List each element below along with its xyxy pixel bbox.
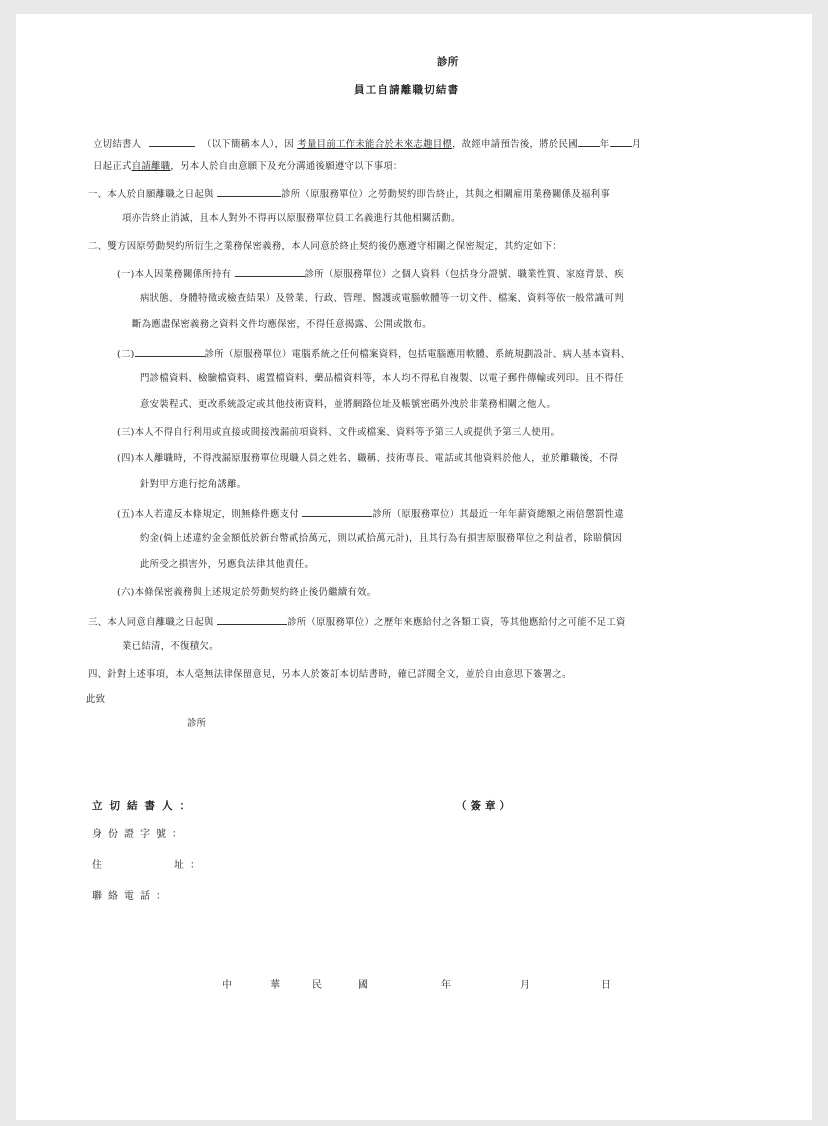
clause-1-line-1: 一、本人於自願離職之日起與 診所（原服務單位）之勞動契約即告終止，其與之相關雇用業務關係及福利事 (88, 189, 611, 200)
clause-3-line-1: 三、本人同意自離職之日起與 診所（原服務單位）之歷年來應給付之各類工資，等其他應給付之可能不足工資 (88, 617, 626, 628)
date-zhong: 中 (222, 980, 233, 991)
clause-3-line-2: 業已結清，不復積欠。 (122, 641, 219, 652)
clinic-name-blank (217, 615, 287, 625)
clause-2-5-line-3: 此所受之損害外，另應負法律其他責任。 (140, 559, 315, 570)
clinic-name-blank (235, 267, 305, 277)
clause-2-1-line-1: (一)本人因業務關係所持有 診所（原服務單位）之個人資料（包括身分證號、職業性質、家庭背景、疾 (117, 269, 624, 280)
date-hua: 華 (270, 980, 281, 991)
date-year: 年 (441, 980, 452, 991)
clause-2-1-line-3: 斷為應盡保密義務之資料文件均應保密，不得任意揭露、公開或散布。 (132, 319, 432, 330)
clause-4: 四、針對上述事項，本人毫無法律保留意見，另本人於簽訂本切結書時，確已詳閱全文，並於自由意思下簽署之。 (88, 669, 572, 680)
clause-2-4-line-2: 針對甲方進行挖角誘離。 (140, 479, 247, 490)
document-page (16, 14, 812, 1120)
clinic-name-blank (217, 187, 281, 197)
address-label-b: 址： (174, 860, 206, 871)
clause-1-line-2: 項亦告終止消滅，且本人對外不得再以原服務單位員工名義進行其他相關活動。 (122, 213, 461, 224)
signer-name-blank (149, 137, 195, 147)
document-title: 員工自請離職切結書 (354, 84, 460, 96)
clause-2-heading: 二、雙方因原勞動契約所衍生之業務保密義務，本人同意於終止契約後仍應遵守相關之保密規定，其約定如下： (88, 241, 563, 252)
intro-line-1: 立切結書人 （以下簡稱本人），因 考量目前工作未能合於未來志趣目標，故經申請預告後，將於民國 年 月 (93, 139, 642, 150)
date-guo: 國 (358, 980, 369, 991)
clause-2-6: (六)本條保密義務與上述規定於勞動契約終止後仍繼續有效。 (117, 587, 377, 598)
date-min: 民 (312, 980, 323, 991)
clause-2-5-line-2: 約金(倘上述違約金金額低於新台幣貳拾萬元，則以貳拾萬元計)，且其行為有損害原服務單位之利益者，除賠償因 (140, 533, 622, 544)
id-number-label: 身份證字號： (92, 829, 188, 840)
closing-ci: 此致 (86, 694, 106, 705)
clause-2-5-line-1: (五)本人若違反本條規定，則無條件應支付 診所（原服務單位）其最近一年年薪資總額之兩倍懲罰性違 (117, 509, 624, 520)
clause-2-2-line-2: 門診檔資料、檢驗檔資料、處置檔資料、藥品檔資料等，本人均不得私自複製、以電子郵件傳輸或列印。且不得任 (140, 373, 624, 384)
intro-line-2: 日起正式自請離職，另本人於自由意願下及充分溝通後願遵守以下事項： (93, 161, 403, 172)
clause-2-1-line-2: 病狀態、身體特徵或檢查結果）及營業、行政、管理、醫護或電腦軟體等一切文件、檔案、資料等依一般常識可判 (140, 293, 624, 304)
clinic-name-blank (135, 347, 205, 357)
clause-2-2-line-1: (二) 診所（原服務單位）電腦系統之任何檔案資料，包括電腦應用軟體、系統規劃設計、病人基本資料、 (117, 349, 631, 360)
clinic-name-blank (302, 507, 372, 517)
seal-label: （簽章） (456, 800, 514, 812)
month-blank (610, 137, 632, 147)
clause-2-2-line-3: 意安裝程式、更改系統設定或其他技術資料，並將網路位址及帳號密碼外洩於非業務相關之他人。 (140, 399, 557, 410)
date-month: 月 (520, 980, 531, 991)
year-blank (578, 137, 600, 147)
address-label-a: 住 (92, 860, 108, 871)
clinic-heading: 診所 (437, 56, 459, 68)
clause-2-3: (三)本人不得自行利用或直接或間接洩漏前項資料、文件或檔案、資料等予第三人或提供予第三人使用。 (117, 427, 561, 438)
clause-2-4-line-1: (四)本人離職時，不得洩漏原服務單位現職人員之姓名、職稱、技術專長、電話或其他資料於他人，並於離職後，不得 (117, 453, 619, 464)
date-day: 日 (601, 980, 612, 991)
phone-label: 聯絡電話： (92, 891, 172, 902)
closing-clinic: 診所 (187, 718, 207, 729)
signer-label: 立切結書人： (92, 800, 197, 812)
